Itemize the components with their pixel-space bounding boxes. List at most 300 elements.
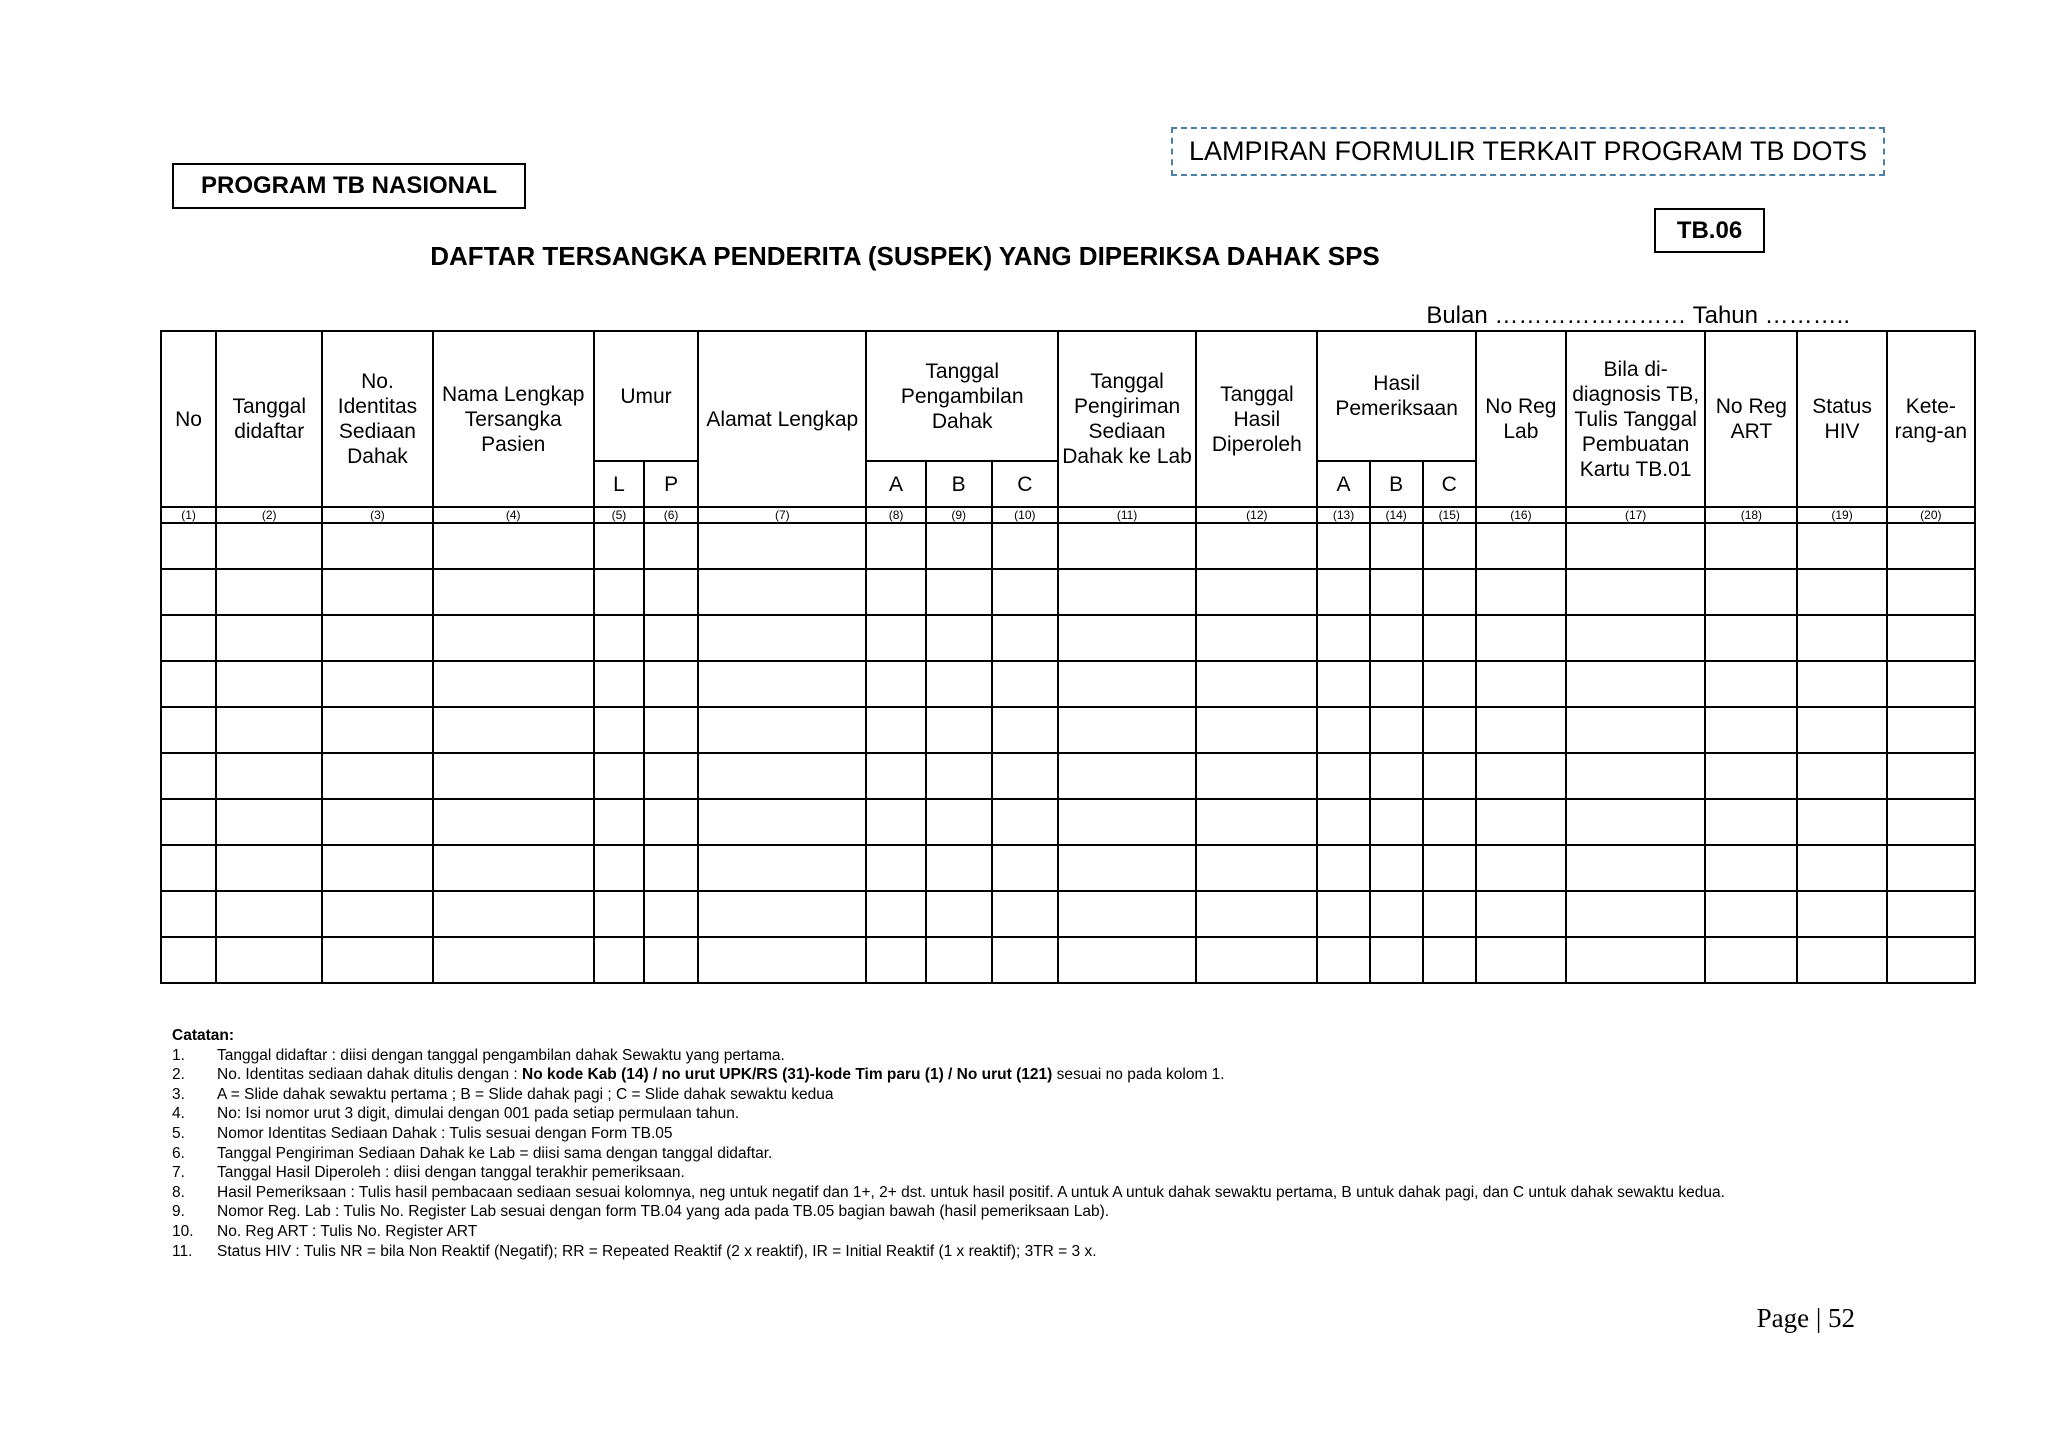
- table-cell: [216, 707, 322, 753]
- table-cell: [1370, 753, 1423, 799]
- note-text: A = Slide dahak sewaktu pertama ; B = Slide dahak pagi ; C = Slide dahak sewaktu kedua: [217, 1085, 834, 1103]
- table-cell: [992, 753, 1058, 799]
- table-cell: [1797, 937, 1886, 983]
- table-cell: [1887, 661, 1975, 707]
- table-cell: [1317, 661, 1369, 707]
- table-cell: [1705, 569, 1797, 615]
- table-cell: [1476, 523, 1566, 569]
- table-cell: [926, 937, 992, 983]
- table-cell: [866, 523, 925, 569]
- table-cell: [1566, 799, 1705, 845]
- table-cell: [594, 615, 644, 661]
- table-cell: [1887, 845, 1975, 891]
- table-cell: [1423, 937, 1476, 983]
- header-tgl-pengiriman: Tanggal Pengiriman Sediaan Dahak ke Lab: [1058, 331, 1196, 507]
- note-text: [217, 1065, 1872, 1085]
- column-number: (7): [698, 507, 866, 523]
- note-text: No. Reg ART : Tulis No. Register ART: [217, 1222, 478, 1240]
- header-keterangan: Kete-rang-an: [1887, 331, 1975, 507]
- table-cell: [992, 891, 1058, 937]
- table-cell: [1566, 937, 1705, 983]
- table-cell: [216, 523, 322, 569]
- table-row: [161, 937, 1975, 983]
- table-cell: [1566, 569, 1705, 615]
- column-number: (18): [1705, 507, 1797, 523]
- column-number-row: [161, 507, 1975, 523]
- table-cell: [594, 753, 644, 799]
- table-cell: [644, 845, 698, 891]
- column-number: (19): [1797, 507, 1886, 523]
- table-cell: [926, 799, 992, 845]
- table-cell: [1423, 569, 1476, 615]
- note-item: [172, 1242, 1872, 1262]
- table-cell: [1317, 799, 1369, 845]
- table-cell: [926, 569, 992, 615]
- table-cell: [216, 753, 322, 799]
- header-hasil-c: C: [1423, 461, 1476, 507]
- table-cell: [1705, 707, 1797, 753]
- table-cell: [926, 523, 992, 569]
- table-cell: [1058, 799, 1196, 845]
- header-umur-p: P: [644, 461, 698, 507]
- table-cell: [992, 799, 1058, 845]
- column-number: (17): [1566, 507, 1705, 523]
- table-cell: [1196, 615, 1317, 661]
- table-cell: [1196, 753, 1317, 799]
- table-cell: [1317, 615, 1369, 661]
- header-no: No: [161, 331, 216, 507]
- column-number: (4): [433, 507, 594, 523]
- note-text: Tanggal Pengiriman Sediaan Dahak ke Lab = diisi sama dengan tanggal didaftar.: [217, 1144, 773, 1162]
- table-cell: [698, 523, 866, 569]
- note-text: Tanggal Hasil Diperoleh : diisi dengan tanggal terakhir pemeriksaan.: [217, 1164, 685, 1182]
- table-cell: [1476, 753, 1566, 799]
- header-status-hiv: Status HIV: [1797, 331, 1886, 507]
- table-cell: [322, 891, 432, 937]
- table-cell: [926, 891, 992, 937]
- table-cell: [1476, 569, 1566, 615]
- table-cell: [433, 661, 594, 707]
- table-cell: [1423, 707, 1476, 753]
- note-item: [172, 1065, 1872, 1085]
- table-cell: [1196, 799, 1317, 845]
- table-cell: [698, 937, 866, 983]
- note-text: No: Isi nomor urut 3 digit, dimulai dengan 001 pada setiap permulaan tahun.: [217, 1105, 740, 1123]
- note-text: Status HIV : Tulis NR = bila Non Reaktif (Negatif); RR = Repeated Reaktif (2 x reaktif), IR = Initial Reaktif (1 x reaktif); 3TR = 3 x.: [217, 1242, 1097, 1260]
- table-cell: [698, 661, 866, 707]
- header-umur: Umur: [594, 331, 698, 461]
- table-cell: [926, 615, 992, 661]
- column-number: (5): [594, 507, 644, 523]
- table-cell: [1887, 891, 1975, 937]
- table-cell: [992, 937, 1058, 983]
- table-cell: [1370, 523, 1423, 569]
- table-cell: [1317, 569, 1369, 615]
- table-cell: [1476, 845, 1566, 891]
- table-cell: [1058, 845, 1196, 891]
- table-cell: [644, 753, 698, 799]
- table-cell: [594, 891, 644, 937]
- table-cell: [866, 845, 925, 891]
- table-cell: [594, 845, 644, 891]
- column-number: (1): [161, 507, 216, 523]
- table-cell: [1423, 799, 1476, 845]
- table-cell: [926, 707, 992, 753]
- table-cell: [322, 937, 432, 983]
- note-text: Hasil Pemeriksaan : Tulis hasil pembacaan sediaan sesuai kolomnya, neg untuk negatif dan 1+, 2+ dst. untuk hasil positif. A untuk A untuk dahak sewaktu pertama, B untuk dahak pagi, dan C untuk dahak sewaktu kedua.: [217, 1183, 1725, 1201]
- table-cell: [161, 845, 216, 891]
- table-cell: [1476, 615, 1566, 661]
- table-cell: [322, 661, 432, 707]
- table-cell: [1705, 753, 1797, 799]
- table-cell: [992, 523, 1058, 569]
- table-cell: [1887, 569, 1975, 615]
- table-cell: [1196, 661, 1317, 707]
- header-no-reg-art: No Reg ART: [1705, 331, 1797, 507]
- header-tanggal-didaftar: Tanggal didaftar: [216, 331, 322, 507]
- table-cell: [926, 753, 992, 799]
- period-line: Bulan …………………… Tahun ………..: [1426, 302, 1850, 329]
- note-number: 5.: [172, 1124, 185, 1142]
- table-cell: [644, 707, 698, 753]
- table-cell: [992, 845, 1058, 891]
- table-cell: [644, 569, 698, 615]
- table-cell: [1705, 845, 1797, 891]
- notes-section: [172, 1026, 1872, 1261]
- table-cell: [1476, 707, 1566, 753]
- table-cell: [1370, 661, 1423, 707]
- table-cell: [1797, 661, 1886, 707]
- table-cell: [161, 615, 216, 661]
- notes-heading: Catatan:: [172, 1027, 235, 1044]
- column-number: (20): [1887, 507, 1975, 523]
- table-cell: [161, 661, 216, 707]
- table-cell: [866, 569, 925, 615]
- table-cell: [1797, 845, 1886, 891]
- table-cell: [161, 707, 216, 753]
- table-cell: [433, 891, 594, 937]
- table-cell: [433, 523, 594, 569]
- note-number: 9.: [172, 1203, 185, 1221]
- table-cell: [1317, 891, 1369, 937]
- table-cell: [216, 891, 322, 937]
- table-cell: [1797, 891, 1886, 937]
- table-cell: [1370, 615, 1423, 661]
- table-cell: [1196, 569, 1317, 615]
- table-cell: [992, 661, 1058, 707]
- table-cell: [866, 891, 925, 937]
- table-cell: [926, 845, 992, 891]
- column-number: (16): [1476, 507, 1566, 523]
- table-cell: [1058, 615, 1196, 661]
- table-cell: [1196, 523, 1317, 569]
- table-cell: [1566, 753, 1705, 799]
- table-cell: [216, 937, 322, 983]
- header-pengambilan-b: B: [926, 461, 992, 507]
- table-cell: [1317, 753, 1369, 799]
- header-no-identitas: No. Identitas Sediaan Dahak: [322, 331, 432, 507]
- table-cell: [698, 569, 866, 615]
- note-number: 2.: [172, 1066, 185, 1084]
- table-cell: [1797, 799, 1886, 845]
- table-cell: [1705, 523, 1797, 569]
- note-item: [172, 1144, 1872, 1164]
- table-cell: [1797, 569, 1886, 615]
- note-item: [172, 1046, 1872, 1066]
- table-cell: [644, 891, 698, 937]
- table-cell: [1370, 707, 1423, 753]
- table-cell: [322, 753, 432, 799]
- table-cell: [322, 615, 432, 661]
- table-cell: [926, 661, 992, 707]
- table-row: [161, 707, 1975, 753]
- table-cell: [216, 799, 322, 845]
- header-no-reg-lab: No Reg Lab: [1476, 331, 1566, 507]
- table-row: [161, 569, 1975, 615]
- column-number: (10): [992, 507, 1058, 523]
- table-cell: [1423, 891, 1476, 937]
- table-cell: [992, 569, 1058, 615]
- table-cell: [866, 661, 925, 707]
- table-cell: [1566, 615, 1705, 661]
- header-hasil-b: B: [1370, 461, 1423, 507]
- note-text-pre: No. Identitas sediaan dahak ditulis dengan :: [217, 1066, 523, 1084]
- table-cell: [698, 891, 866, 937]
- note-item: [172, 1163, 1872, 1183]
- note-number: 1.: [172, 1046, 185, 1064]
- table-cell: [1058, 661, 1196, 707]
- table-cell: [1058, 523, 1196, 569]
- table-cell: [1317, 523, 1369, 569]
- lampiran-banner: LAMPIRAN FORMULIR TERKAIT PROGRAM TB DOTS: [1171, 127, 1885, 176]
- table-cell: [1196, 845, 1317, 891]
- note-number: 8.: [172, 1183, 185, 1201]
- table-cell: [1566, 891, 1705, 937]
- table-cell: [161, 937, 216, 983]
- table-cell: [594, 937, 644, 983]
- data-rows: [161, 523, 1975, 983]
- note-number: 3.: [172, 1085, 185, 1103]
- table-cell: [1887, 753, 1975, 799]
- table-cell: [644, 615, 698, 661]
- table-cell: [1370, 569, 1423, 615]
- table-cell: [1705, 799, 1797, 845]
- table-row: [161, 891, 1975, 937]
- column-number: (8): [866, 507, 925, 523]
- table-cell: [698, 615, 866, 661]
- program-label: PROGRAM TB NASIONAL: [172, 163, 526, 209]
- table-cell: [1423, 661, 1476, 707]
- table-cell: [594, 569, 644, 615]
- table-cell: [1317, 937, 1369, 983]
- note-item: [172, 1124, 1872, 1144]
- table-cell: [1370, 891, 1423, 937]
- table-cell: [644, 937, 698, 983]
- table-cell: [433, 937, 594, 983]
- register-table: [160, 330, 1976, 984]
- note-text: Tanggal didaftar : diisi dengan tanggal pengambilan dahak Sewaktu yang pertama.: [217, 1046, 785, 1064]
- table-cell: [698, 799, 866, 845]
- table-cell: [594, 799, 644, 845]
- table-cell: [644, 523, 698, 569]
- column-number: (15): [1423, 507, 1476, 523]
- header-bila-didiagnosis: Bila di-diagnosis TB, Tulis Tanggal Pembuatan Kartu TB.01: [1566, 331, 1705, 507]
- table-cell: [1370, 845, 1423, 891]
- note-text: Nomor Reg. Lab : Tulis No. Register Lab sesuai dengan form TB.04 yang ada pada TB.05 bagian bawah (hasil pemeriksaan Lab).: [217, 1203, 1110, 1221]
- table-cell: [1705, 615, 1797, 661]
- note-item: [172, 1104, 1872, 1124]
- note-text-bold: No kode Kab (14) / no urut UPK/RS (31)-kode Tim paru (1) / No urut (121): [522, 1066, 1053, 1084]
- table-cell: [322, 845, 432, 891]
- note-text-post: sesuai no pada kolom 1.: [1052, 1066, 1225, 1084]
- table-cell: [1058, 753, 1196, 799]
- header-pengambilan-c: C: [992, 461, 1058, 507]
- table-cell: [216, 569, 322, 615]
- table-row: [161, 799, 1975, 845]
- table-row: [161, 845, 1975, 891]
- note-item: [172, 1222, 1872, 1242]
- table-cell: [1423, 615, 1476, 661]
- column-number: (9): [926, 507, 992, 523]
- table-cell: [161, 523, 216, 569]
- note-number: 4.: [172, 1105, 185, 1123]
- note-number: 11.: [172, 1242, 193, 1260]
- table-cell: [1196, 891, 1317, 937]
- table-cell: [161, 891, 216, 937]
- table-cell: [1705, 661, 1797, 707]
- table-cell: [1317, 707, 1369, 753]
- page-number: Page | 52: [1756, 1303, 1855, 1333]
- table-cell: [866, 615, 925, 661]
- table-cell: [644, 799, 698, 845]
- table-cell: [433, 799, 594, 845]
- column-number: (3): [322, 507, 432, 523]
- table-cell: [161, 753, 216, 799]
- header-nama: Nama Lengkap Tersangka Pasien: [433, 331, 594, 507]
- note-number: 10.: [172, 1222, 194, 1240]
- table-cell: [1370, 937, 1423, 983]
- table-cell: [1370, 799, 1423, 845]
- note-item: [172, 1202, 1872, 1222]
- table-cell: [698, 707, 866, 753]
- page-title: DAFTAR TERSANGKA PENDERITA (SUSPEK) YANG DIPERIKSA DAHAK SPS: [430, 241, 1380, 271]
- table-cell: [216, 845, 322, 891]
- header-hasil: Hasil Pemeriksaan: [1317, 331, 1475, 461]
- table-cell: [1887, 799, 1975, 845]
- table-cell: [1797, 707, 1886, 753]
- table-cell: [1196, 937, 1317, 983]
- table-cell: [1705, 937, 1797, 983]
- table-cell: [866, 707, 925, 753]
- table-cell: [1476, 891, 1566, 937]
- header-tgl-hasil: Tanggal Hasil Diperoleh: [1196, 331, 1317, 507]
- column-number: (11): [1058, 507, 1196, 523]
- table-cell: [1887, 937, 1975, 983]
- table-cell: [216, 661, 322, 707]
- table-cell: [216, 615, 322, 661]
- table-cell: [1887, 615, 1975, 661]
- table-cell: [1797, 615, 1886, 661]
- table-row: [161, 753, 1975, 799]
- table-cell: [1797, 523, 1886, 569]
- table-cell: [1797, 753, 1886, 799]
- note-item: [172, 1085, 1872, 1105]
- table-cell: [1705, 891, 1797, 937]
- table-cell: [1423, 753, 1476, 799]
- table-cell: [433, 845, 594, 891]
- table-cell: [1476, 937, 1566, 983]
- header-hasil-a: A: [1317, 461, 1369, 507]
- table-cell: [161, 799, 216, 845]
- table-cell: [1058, 707, 1196, 753]
- table-cell: [433, 707, 594, 753]
- table-cell: [992, 615, 1058, 661]
- table-row: [161, 615, 1975, 661]
- table-cell: [322, 523, 432, 569]
- table-cell: [644, 661, 698, 707]
- table-cell: [1423, 523, 1476, 569]
- table-cell: [161, 569, 216, 615]
- table-cell: [1887, 707, 1975, 753]
- header-pengambilan-a: A: [866, 461, 925, 507]
- table-cell: [1423, 845, 1476, 891]
- note-text: Nomor Identitas Sediaan Dahak : Tulis sesuai dengan Form TB.05: [217, 1124, 673, 1142]
- table-cell: [594, 707, 644, 753]
- table-cell: [1058, 569, 1196, 615]
- column-number: (14): [1370, 507, 1423, 523]
- column-number: (12): [1196, 507, 1317, 523]
- table-cell: [1476, 661, 1566, 707]
- table-cell: [1196, 707, 1317, 753]
- table-cell: [698, 753, 866, 799]
- note-number: 7.: [172, 1164, 185, 1182]
- table-cell: [594, 523, 644, 569]
- table-cell: [1887, 523, 1975, 569]
- note-number: 6.: [172, 1144, 185, 1162]
- header-alamat: Alamat Lengkap: [698, 331, 866, 507]
- table-cell: [992, 707, 1058, 753]
- table-row: [161, 523, 1975, 569]
- table-cell: [433, 569, 594, 615]
- column-number: (6): [644, 507, 698, 523]
- table-cell: [433, 753, 594, 799]
- table-cell: [1566, 707, 1705, 753]
- column-number: (13): [1317, 507, 1369, 523]
- table-cell: [1566, 523, 1705, 569]
- header-umur-l: L: [594, 461, 644, 507]
- table-cell: [433, 615, 594, 661]
- column-number: (2): [216, 507, 322, 523]
- note-item: [172, 1183, 1872, 1203]
- table-cell: [322, 707, 432, 753]
- table-cell: [1058, 937, 1196, 983]
- table-cell: [866, 799, 925, 845]
- table-cell: [1476, 799, 1566, 845]
- table-cell: [1566, 661, 1705, 707]
- form-code: TB.06: [1654, 208, 1765, 253]
- table-cell: [1317, 845, 1369, 891]
- table-cell: [866, 753, 925, 799]
- table-cell: [1566, 845, 1705, 891]
- table-cell: [322, 569, 432, 615]
- table-row: [161, 661, 1975, 707]
- table-cell: [594, 661, 644, 707]
- table-cell: [698, 845, 866, 891]
- table-cell: [866, 937, 925, 983]
- table-cell: [322, 799, 432, 845]
- table-cell: [1058, 891, 1196, 937]
- header-tgl-pengambilan: Tanggal Pengambilan Dahak: [866, 331, 1057, 461]
